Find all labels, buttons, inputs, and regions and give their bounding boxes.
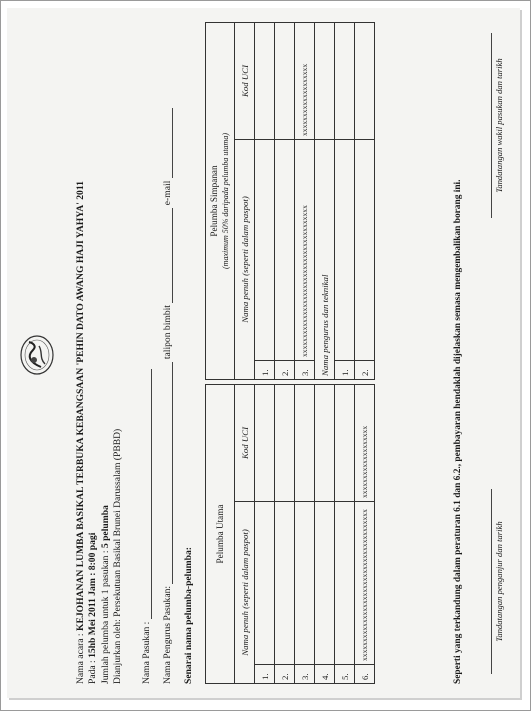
team-name-line[interactable] bbox=[151, 369, 152, 619]
main-col-code: Kod UCI bbox=[235, 385, 255, 502]
rider-name-cell[interactable] bbox=[335, 502, 355, 665]
main-col-name: Nama penuh (seperti dalam paspot) bbox=[235, 502, 255, 684]
organizer-line: Dianjurkan oleh: Persekutuan Basikal Brunei Darussalam (PBBD) bbox=[112, 428, 124, 684]
uci-code-cell[interactable]: xxxxxxxxxxxxxxxxxxx bbox=[355, 385, 375, 502]
official-name-cell[interactable] bbox=[355, 140, 375, 361]
reserve-riders-table bbox=[205, 22, 375, 380]
table-row: 3. bbox=[295, 385, 315, 684]
event-header bbox=[75, 34, 125, 684]
table-row: 1. bbox=[255, 385, 275, 684]
table-row: 2. bbox=[275, 385, 295, 684]
official-name-cell[interactable] bbox=[335, 140, 355, 361]
table-row: 6. xxxxxxxxxxxxxxxxxxxxxxxxxxxxxxxxxxxxxxxx xxxxxxxxxxxxxxxxxxx bbox=[355, 385, 375, 684]
section-title: Senarai nama pelumba-pelumba: bbox=[183, 547, 194, 684]
table-row: 5. bbox=[335, 385, 355, 684]
table-row: 2. bbox=[355, 23, 375, 380]
reserve-col-code: Kod UCI bbox=[235, 23, 255, 140]
uci-code-cell[interactable] bbox=[295, 385, 315, 502]
reserve-name-cell[interactable] bbox=[255, 140, 275, 361]
uci-code-cell[interactable] bbox=[335, 385, 355, 502]
rider-name-cell[interactable] bbox=[275, 502, 295, 665]
manager-name-field[interactable]: Nama Pengurus Pasukan: talipon bimbit e-mail bbox=[162, 108, 173, 684]
reserve-col-name: Nama penuh (seperti dalam paspot) bbox=[235, 140, 255, 380]
team-rep-signature-line[interactable]: Tandatangan wakil pasukan dan tarikh bbox=[491, 33, 504, 218]
rider-name-cell[interactable] bbox=[295, 502, 315, 665]
phone-line[interactable] bbox=[172, 208, 173, 303]
uci-code-cell[interactable] bbox=[315, 385, 335, 502]
email-line[interactable] bbox=[172, 108, 173, 178]
reserve-name-cell[interactable]: xxxxxxxxxxxxxxxxxxxxxxxxxxxxxxxxxxxxxxxx bbox=[295, 140, 315, 361]
rider-name-cell[interactable]: xxxxxxxxxxxxxxxxxxxxxxxxxxxxxxxxxxxxxxxx bbox=[355, 502, 375, 665]
main-riders-table bbox=[205, 384, 375, 684]
registration-form bbox=[7, 8, 520, 698]
rider-name-cell[interactable] bbox=[255, 502, 275, 665]
rider-name-cell[interactable] bbox=[315, 502, 335, 665]
officials-label: Nama pengurus dan teknikal bbox=[315, 140, 335, 380]
reserve-table-title: Pelumba Simpanan (maximum 50% daripada pelumba utama) bbox=[206, 23, 235, 380]
uci-code-cell[interactable] bbox=[255, 385, 275, 502]
table-row: 4. bbox=[315, 385, 335, 684]
riders-count-line: Jumlah pelumba untuk 1 pasukan : 5 pelumba bbox=[99, 505, 111, 684]
payment-note: Seperti yang terkandung dalam peraturan 6.1 dan 6.2., pembayaran hendaklah dijelaskan semasa mengembalikan borang ini. bbox=[453, 179, 463, 684]
reserve-code-cell[interactable] bbox=[255, 23, 275, 140]
reserve-name-cell[interactable] bbox=[275, 140, 295, 361]
organizer-signature-line[interactable]: Tandatangan penganjur dan tarikh bbox=[491, 489, 504, 674]
uci-code-cell[interactable] bbox=[275, 385, 295, 502]
team-name-field[interactable]: Nama Pasukan : bbox=[141, 369, 152, 684]
event-name-line: Nama acara : KEJOHANAN LUMBA BASIKAL TERBUKA KEBANGSAAN 'PEHIN DATO AWANG HAJI YAHYA' 2011 bbox=[75, 181, 86, 684]
table-row: 2. bbox=[275, 23, 295, 380]
reserve-code-cell[interactable] bbox=[275, 23, 295, 140]
table-row: 1. bbox=[255, 23, 275, 380]
manager-name-line[interactable] bbox=[172, 362, 173, 584]
main-table-title: Pelumba Utama bbox=[206, 385, 235, 684]
event-date-line: Pada : 15hb Mei 2011 Jam : 8:00 pagi bbox=[87, 532, 99, 684]
table-row: 3. xxxxxxxxxxxxxxxxxxxxxxxxxxxxxxxxxxxxxxxx xxxxxxxxxxxxxxxxxxx bbox=[295, 23, 315, 380]
scanned-page bbox=[7, 8, 520, 698]
table-row: 1. bbox=[335, 23, 355, 380]
association-logo-icon bbox=[19, 334, 55, 376]
reserve-code-cell[interactable]: xxxxxxxxxxxxxxxxxxx bbox=[295, 23, 315, 140]
